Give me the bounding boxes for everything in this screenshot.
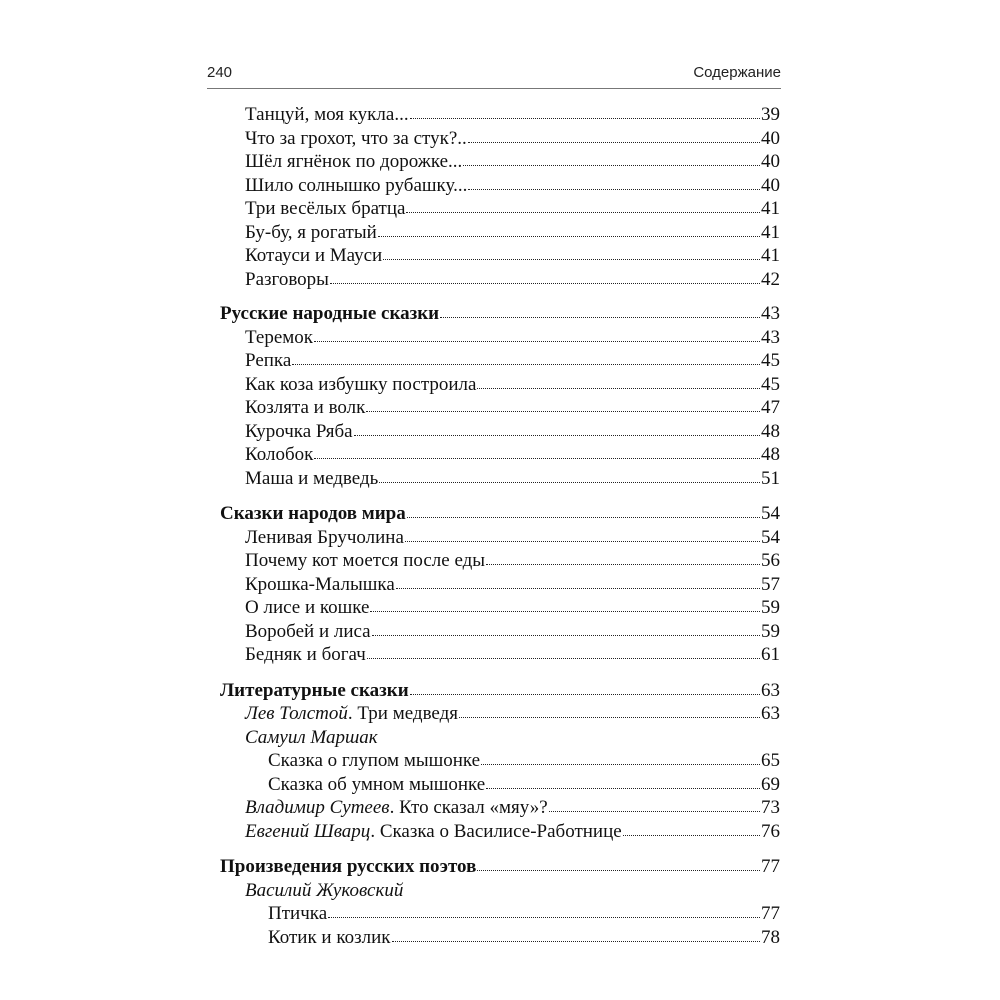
leader-dots: [314, 340, 760, 342]
toc-entry-page: 40: [761, 174, 780, 196]
author-name: Самуил Маршак: [245, 726, 378, 748]
toc-entry[interactable]: [220, 467, 780, 491]
toc-entry-title: [245, 820, 622, 844]
toc-section-world[interactable]: [220, 502, 780, 526]
running-title: Содержание: [693, 64, 781, 81]
section-gap: [220, 291, 780, 302]
toc-entry[interactable]: [220, 103, 780, 127]
toc-entry-page: 59: [761, 620, 780, 642]
toc-section-page: 43: [761, 303, 780, 324]
toc-entry-page: 73: [761, 797, 780, 818]
toc-entry-title: Курочка Ряба: [245, 420, 353, 442]
toc-entry-title: Котик и козлик: [268, 926, 391, 948]
toc-entry-title: Три весёлых братца: [245, 198, 406, 219]
toc-section-poets[interactable]: [220, 855, 780, 879]
toc-entry[interactable]: [220, 773, 780, 797]
toc-entry[interactable]: [220, 268, 780, 292]
toc-entry-page: 51: [761, 467, 780, 489]
leader-dots: [292, 363, 760, 365]
toc-entry-title: Бедняк и богач: [245, 644, 366, 665]
toc-entry-page: 63: [761, 703, 780, 724]
toc-entry-title: Шило солнышко рубашку...: [245, 174, 468, 196]
leader-dots: [477, 387, 760, 389]
leader-dots: [549, 810, 760, 812]
toc-section-page: 63: [761, 679, 780, 701]
leader-dots: [383, 258, 760, 260]
toc-entry[interactable]: [220, 373, 780, 397]
toc-entry-page: 43: [761, 326, 780, 348]
leader-dots: [410, 117, 760, 119]
toc-entry-page: 69: [761, 773, 780, 795]
leader-dots: [367, 657, 760, 659]
toc-entry[interactable]: [220, 396, 780, 420]
toc-entry-page: 48: [761, 420, 780, 442]
author-name: Евгений Шварц: [245, 820, 371, 842]
toc-entry-title: Теремок: [245, 326, 314, 348]
toc-entry-page: 65: [761, 750, 780, 771]
leader-dots: [440, 316, 760, 318]
leader-dots: [354, 434, 760, 436]
toc-entry-title: Разговоры: [245, 268, 329, 290]
toc-entry-title: Как коза избушку построила: [245, 373, 477, 395]
leader-dots: [378, 235, 760, 237]
leader-dots: [406, 211, 760, 213]
toc-entry-title: Котауси и Мауси: [245, 245, 383, 266]
toc-entry[interactable]: [220, 244, 780, 268]
toc-entry-page: 77: [761, 903, 780, 924]
toc-entry[interactable]: [220, 526, 780, 550]
toc-entry-title: Сказка о глупом мышонке: [268, 750, 481, 771]
toc-entry-page: 41: [761, 221, 780, 243]
leader-dots: [410, 693, 760, 695]
author-name: Владимир Сутеев: [245, 797, 390, 818]
toc-entry-title: Репка: [245, 350, 292, 371]
toc-entry-suteev[interactable]: [220, 796, 780, 820]
toc-entry-page: 57: [761, 573, 780, 595]
author-name: Василий Жуковский: [245, 879, 404, 901]
author-name: Лев Толстой: [245, 703, 348, 724]
section-gap: [220, 843, 780, 855]
toc-entry[interactable]: [220, 420, 780, 444]
toc-entry-page: 56: [761, 550, 780, 571]
toc-section-title: Литературные сказки: [220, 679, 409, 701]
toc-entry-page: 48: [761, 444, 780, 465]
toc-entry-title: Козлята и волк: [245, 397, 366, 418]
toc-entry-page: 41: [761, 198, 780, 219]
toc-entry[interactable]: [220, 902, 780, 926]
toc-entry[interactable]: [220, 573, 780, 597]
toc-entry-title: Танцуй, моя кукла...: [245, 104, 409, 125]
leader-dots: [463, 164, 760, 166]
leader-dots: [328, 916, 760, 918]
leader-dots: [481, 763, 760, 765]
toc-entry-page: 45: [761, 373, 780, 395]
toc-entry-page: 61: [761, 644, 780, 665]
toc-entry-title: Крошка-Малышка: [245, 573, 395, 595]
toc-entry-title: Маша и медведь: [245, 467, 379, 489]
toc-entry[interactable]: [220, 596, 780, 620]
toc-entry-page: 40: [761, 151, 780, 172]
toc-entry-title: Ленивая Бручолина: [245, 526, 404, 548]
toc-entry-page: 59: [761, 597, 780, 618]
leader-dots: [407, 516, 760, 518]
header-rule: [207, 88, 781, 89]
leader-dots: [405, 540, 760, 542]
leader-dots: [372, 634, 760, 636]
toc-section-russian[interactable]: [220, 302, 780, 326]
toc-entry[interactable]: [220, 749, 780, 773]
table-of-contents: [220, 103, 780, 949]
toc-entry[interactable]: [220, 549, 780, 573]
leader-dots: [623, 834, 760, 836]
leader-dots: [459, 716, 760, 718]
work-title: . Сказка о Василисе-Работнице: [370, 820, 622, 842]
toc-entry-page: 39: [761, 104, 780, 125]
toc-entry-page: 40: [761, 127, 780, 149]
toc-entry-page: 45: [761, 350, 780, 371]
work-title: . Кто сказал «мяу»?: [389, 797, 548, 818]
toc-section-title: Сказки народов мира: [220, 503, 406, 524]
toc-section-literary[interactable]: [220, 679, 780, 703]
leader-dots: [468, 141, 760, 143]
toc-entry-page: 47: [761, 397, 780, 418]
toc-entry[interactable]: [220, 221, 780, 245]
toc-entry[interactable]: [220, 326, 780, 350]
leader-dots: [468, 188, 760, 190]
toc-section-title: Произведения русских поэтов: [220, 856, 477, 877]
leader-dots: [366, 410, 760, 412]
toc-entry[interactable]: [220, 620, 780, 644]
toc-entry-title: Что за грохот, что за стук?..: [245, 127, 467, 149]
toc-entry[interactable]: [220, 443, 780, 467]
leader-dots: [392, 940, 761, 942]
toc-entry-title: Бу-бу, я рогатый: [245, 221, 377, 243]
running-header: [207, 62, 781, 88]
toc-author-zhukovsky: [220, 879, 780, 903]
toc-section-title: Русские народные сказки: [220, 303, 440, 324]
toc-entry-page: 78: [761, 926, 780, 948]
leader-dots: [379, 481, 760, 483]
toc-entry-page: 76: [761, 820, 780, 842]
leader-dots: [396, 587, 760, 589]
toc-entry-page: 42: [761, 268, 780, 290]
toc-author-marshak: [220, 726, 780, 750]
toc-entry-title: Колобок: [245, 444, 314, 465]
toc-section-page: 54: [761, 503, 780, 524]
toc-entry[interactable]: [220, 349, 780, 373]
toc-entry-page: 54: [761, 526, 780, 548]
section-gap: [220, 667, 780, 679]
toc-entry[interactable]: [220, 127, 780, 151]
toc-entry[interactable]: [220, 643, 780, 667]
toc-entry[interactable]: [220, 197, 780, 221]
leader-dots: [330, 282, 760, 284]
toc-section-page: 77: [761, 856, 780, 877]
leader-dots: [314, 457, 760, 459]
toc-entry-title: Почему кот моется после еды: [245, 550, 486, 571]
page-number: 240: [207, 64, 233, 81]
leader-dots: [477, 869, 760, 871]
toc-entry-title: Птичка: [268, 903, 328, 924]
toc-entry-title: [245, 702, 458, 726]
toc-entry-page: 41: [761, 245, 780, 266]
toc-entry[interactable]: [220, 926, 780, 950]
toc-entry[interactable]: [220, 150, 780, 174]
toc-entry-title: Сказка об умном мышонке: [268, 773, 486, 795]
toc-entry-title: [245, 796, 548, 820]
toc-entry-title: Воробей и лиса: [245, 620, 371, 642]
toc-entry-tolstoy[interactable]: [220, 702, 780, 726]
leader-dots: [486, 563, 760, 565]
toc-entry[interactable]: [220, 174, 780, 198]
section-gap: [220, 490, 780, 502]
leader-dots: [370, 610, 760, 612]
toc-entry-title: Шёл ягнёнок по дорожке...: [245, 151, 463, 172]
work-title: . Три медведя: [347, 703, 459, 724]
leader-dots: [486, 787, 760, 789]
toc-entry-title: О лисе и кошке: [245, 597, 370, 618]
toc-entry-shvarts[interactable]: [220, 820, 780, 844]
